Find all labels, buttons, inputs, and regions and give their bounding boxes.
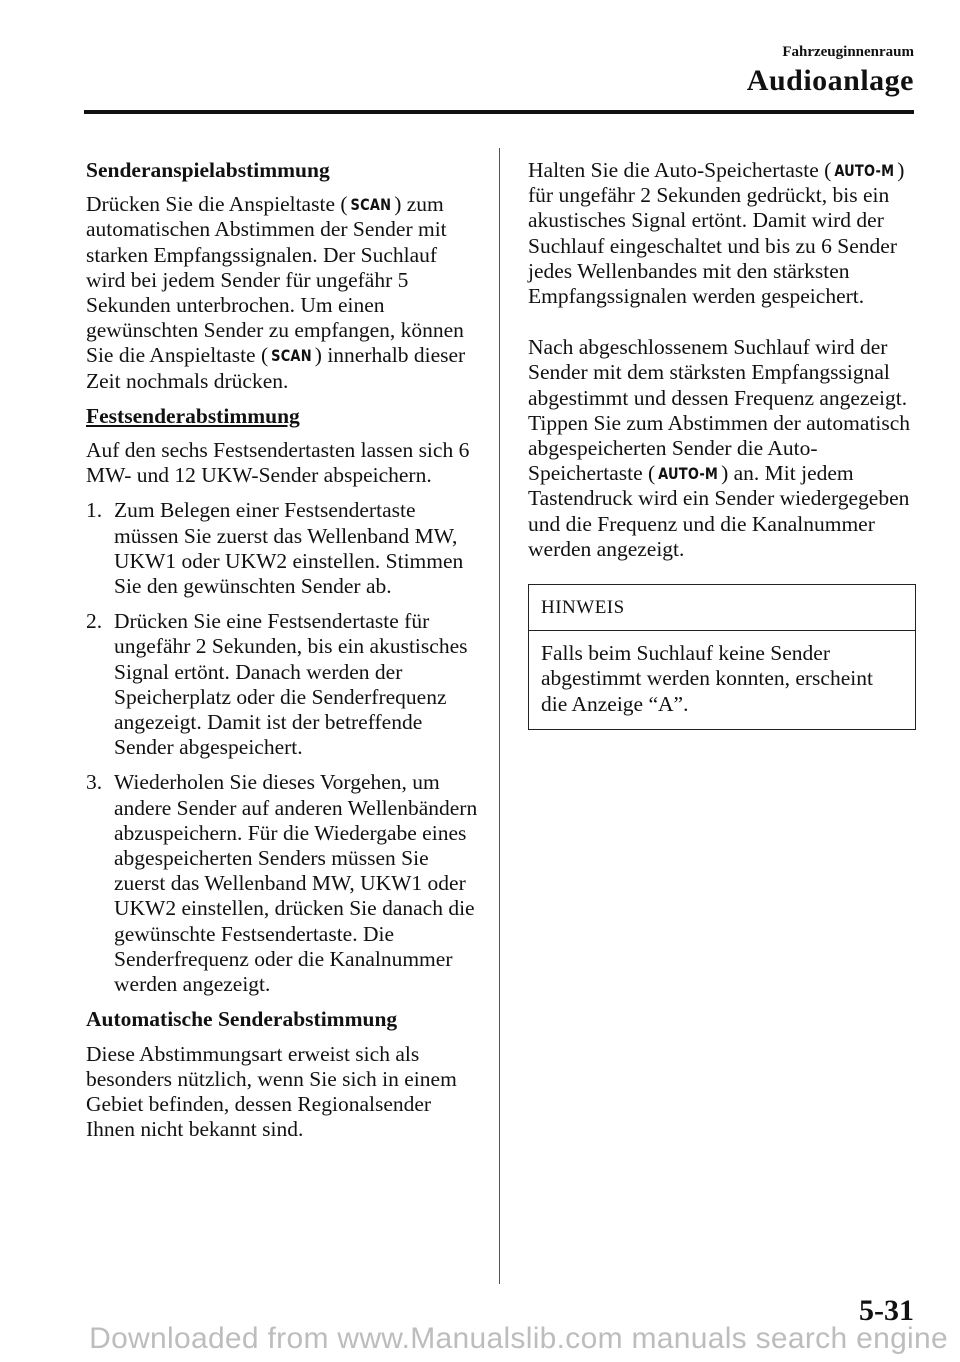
- auto-paragraph: Diese Abstimmungsart erweist sich als besonders nützlich, wenn Sie sich in einem Gebiet befinden, dessen Regionalsender Ihnen nicht bekannt sind.: [86, 1041, 457, 1142]
- scan-key-icon: SCAN: [271, 347, 312, 367]
- page-title: Audioanlage: [746, 64, 914, 97]
- step-number: 2.: [86, 609, 103, 634]
- auto-store-paragraph: [528, 158, 916, 309]
- list-item: [86, 498, 478, 599]
- preset-steps: [86, 498, 478, 997]
- scan-text-c: ) innerhalb dieser Zeit nochmals drücken.: [86, 343, 466, 393]
- scan-key-icon: SCAN: [350, 196, 392, 215]
- footer-url[interactable]: Downloaded from www.Manualslib.com manuals search engine: [89, 1322, 948, 1355]
- scan-text-a: Drücken Sie die Anspieltaste (: [86, 192, 348, 217]
- step-number: 3.: [86, 770, 103, 795]
- auto-tune-text-b: ) an. Mit jedem Tastendruck wird ein Sender wiedergegeben und die Frequenz und die Kanalnummer werden angezeigt.: [528, 461, 910, 561]
- header-rule: [84, 110, 914, 114]
- auto-m-key-icon: AUTO-M: [834, 162, 895, 181]
- left-column: [86, 158, 478, 1152]
- page-number: 5-31: [859, 1294, 914, 1327]
- note-body: Falls beim Suchlauf keine Sender abgestimmt werden konnten, erscheint die Anzeige “A”.: [541, 641, 873, 716]
- auto-tune-text-a: Nach abgeschlossenem Suchlauf wird der Sender mit dem stärksten Empfangssignal abgestimmt und dessen Frequenz angezeigt. Tippen Sie zum Abstimmen der automatisch abgespeicherten Sender die Auto-Speichertaste (: [528, 335, 910, 486]
- preset-intro: Auf den sechs Festsendertasten lassen sich 6 MW- und 12 UKW-Sender abspeichern.: [86, 438, 470, 488]
- auto-heading: Automatische Senderabstimmung: [86, 1007, 398, 1032]
- auto-store-text-b: ) für ungefähr 2 Sekunden gedrückt, bis ein akustisches Signal ertönt. Damit wird der Suchlauf eingeschaltet und bis zu 6 Sender jedes Wellenbandes mit den stärksten Empfangssignalen werden gespeichert.: [528, 158, 905, 309]
- auto-tune-paragraph: [528, 335, 916, 562]
- step-number: 1.: [86, 498, 103, 523]
- note-title: HINWEIS: [529, 585, 915, 631]
- scan-text-b: ) zum automatischen Abstimmen der Sender mit starken Empfangssignalen. Der Suchlauf wird bei jedem Sender für ungefähr 5 Sekunden unterbrochen. Um einen gewünschten Sender zu empfangen, können Sie die Anspieltaste (: [86, 192, 464, 368]
- note-box: [528, 584, 916, 730]
- list-item: [86, 609, 478, 760]
- right-column: [528, 158, 916, 730]
- step-text: Zum Belegen einer Festsendertaste müssen Sie zuerst das Wellenband MW, UKW1 oder UKW2 einstellen. Stimmen Sie den gewünschten Sender ab.: [114, 498, 464, 599]
- step-text: Drücken Sie eine Festsendertaste für ungefähr 2 Sekunden, bis ein akustisches Signal ertönt. Danach werden der Speicherplatz oder die Senderfrequenz angezeigt. Damit ist der betreffende Sender abgespeichert.: [114, 609, 468, 760]
- scan-heading: Senderanspielabstimmung: [86, 158, 330, 182]
- column-divider: [499, 148, 500, 1284]
- section-label: Fahrzeuginnenraum: [782, 44, 914, 60]
- list-item: [86, 770, 478, 997]
- step-text: Wiederholen Sie dieses Vorgehen, um andere Sender auf anderen Wellenbändern abzuspeichern. Für die Wiedergabe eines abgespeicherten Senders müssen Sie zuerst das Wellenband MW, UKW1 oder UKW2 einstellen, drücken Sie danach die gewünschte Festsendertaste. Die Senderfrequenz oder die Kanalnummer werden angezeigt.: [114, 770, 478, 997]
- preset-heading: Festsenderabstimmung: [86, 403, 300, 428]
- auto-store-text-a: Halten Sie die Auto-Speichertaste (: [528, 158, 832, 182]
- scan-paragraph: [86, 192, 478, 394]
- auto-m-key-icon: AUTO-M: [658, 465, 719, 484]
